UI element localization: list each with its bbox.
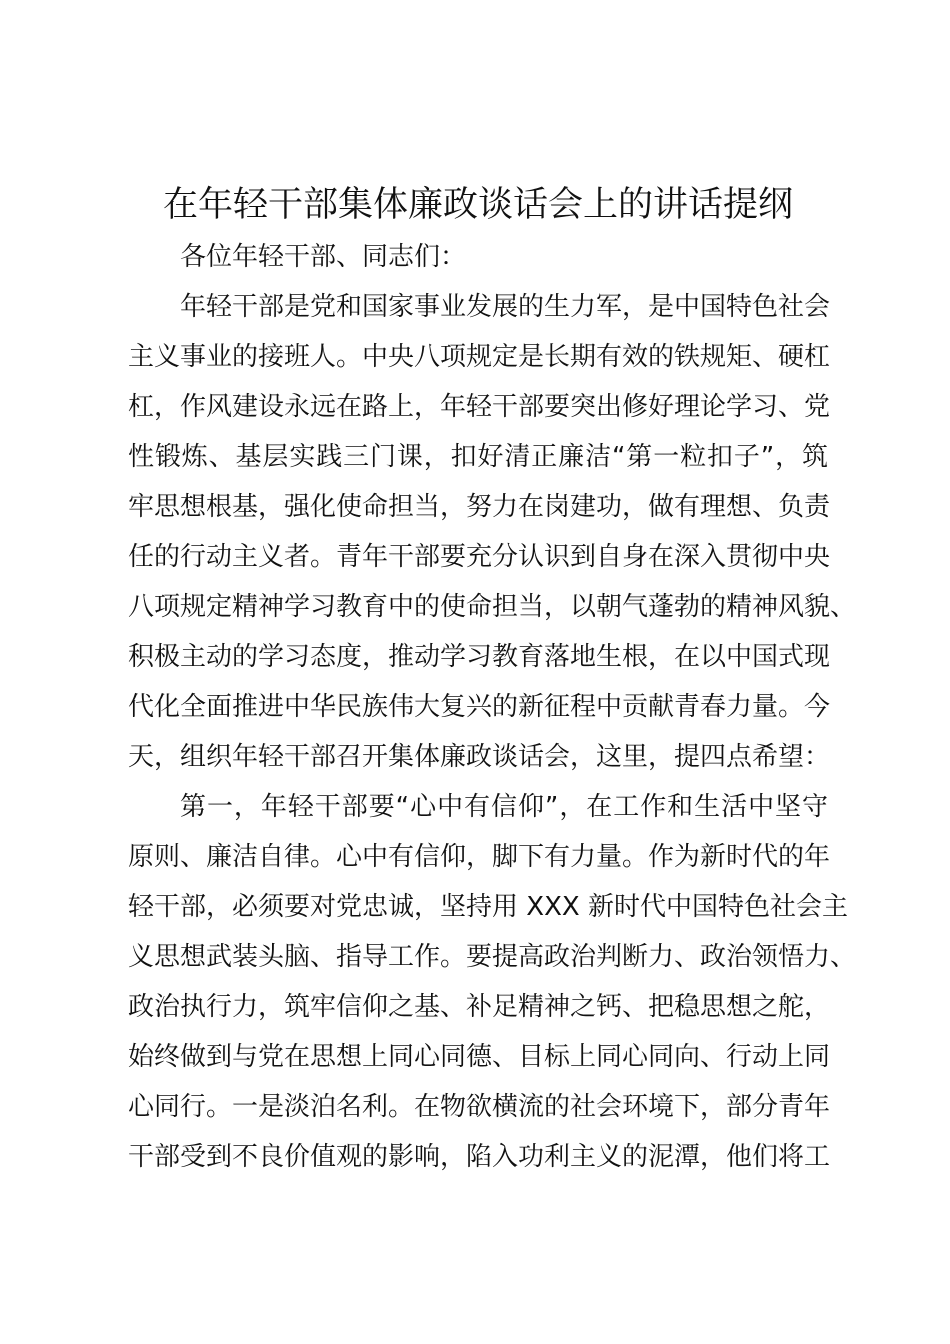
paragraph-line: 始终做到与党在思想上同心同德、目标上同心同向、行动上同 — [128, 1042, 831, 1072]
paragraph-line: 义思想武装头脑、指导工作。要提高政治判断力、政治领悟力、 — [128, 942, 857, 972]
paragraph-line: 主义事业的接班人。中央八项规定是长期有效的铁规矩、硬杠 — [128, 342, 831, 372]
paragraph-line: 积极主动的学习态度，推动学习教育落地生根，在以中国式现 — [128, 642, 831, 672]
paragraph-line: 干部受到不良价值观的影响，陷入功利主义的泥潭，他们将工 — [128, 1142, 831, 1172]
paragraph-line: 心同行。一是淡泊名利。在物欲横流的社会环境下，部分青年 — [128, 1092, 831, 1122]
paragraph-line: 八项规定精神学习教育中的使命担当，以朝气蓬勃的精神风貌、 — [128, 592, 857, 622]
paragraph-line: 各位年轻干部、同志们： — [180, 242, 467, 272]
paragraph-line: 政治执行力，筑牢信仰之基、补足精神之钙、把稳思想之舵， — [128, 992, 831, 1022]
paragraph-line: 天，组织年轻干部召开集体廉政谈话会，这里，提四点希望： — [128, 742, 831, 772]
paragraph-line: 牢思想根基，强化使命担当，努力在岗建功，做有理想、负责 — [128, 492, 831, 522]
paragraph-line: 原则、廉洁自律。心中有信仰，脚下有力量。作为新时代的年 — [128, 842, 831, 872]
paragraph-line: 年轻干部是党和国家事业发展的生力军，是中国特色社会 — [180, 292, 831, 322]
document-title: 在年轻干部集体廉政谈话会上的讲话提纲 — [162, 185, 793, 225]
paragraph-line: 杠，作风建设永远在路上，年轻干部要突出修好理论学习、党 — [128, 392, 831, 422]
paragraph-line: 代化全面推进中华民族伟大复兴的新征程中贡献青春力量。今 — [128, 692, 831, 722]
paragraph-line: 第一，年轻干部要“心中有信仰”，在工作和生活中坚守 — [180, 792, 828, 822]
paragraph-line: 任的行动主义者。青年干部要充分认识到自身在深入贯彻中央 — [128, 542, 831, 572]
paragraph-line: 性锻炼、基层实践三门课，扣好清正廉洁“第一粒扣子”，筑 — [128, 442, 828, 472]
document-body — [128, 232, 857, 1182]
paragraph-line: 轻干部，必须要对党忠诚，坚持用 XXX 新时代中国特色社会主 — [128, 892, 848, 922]
